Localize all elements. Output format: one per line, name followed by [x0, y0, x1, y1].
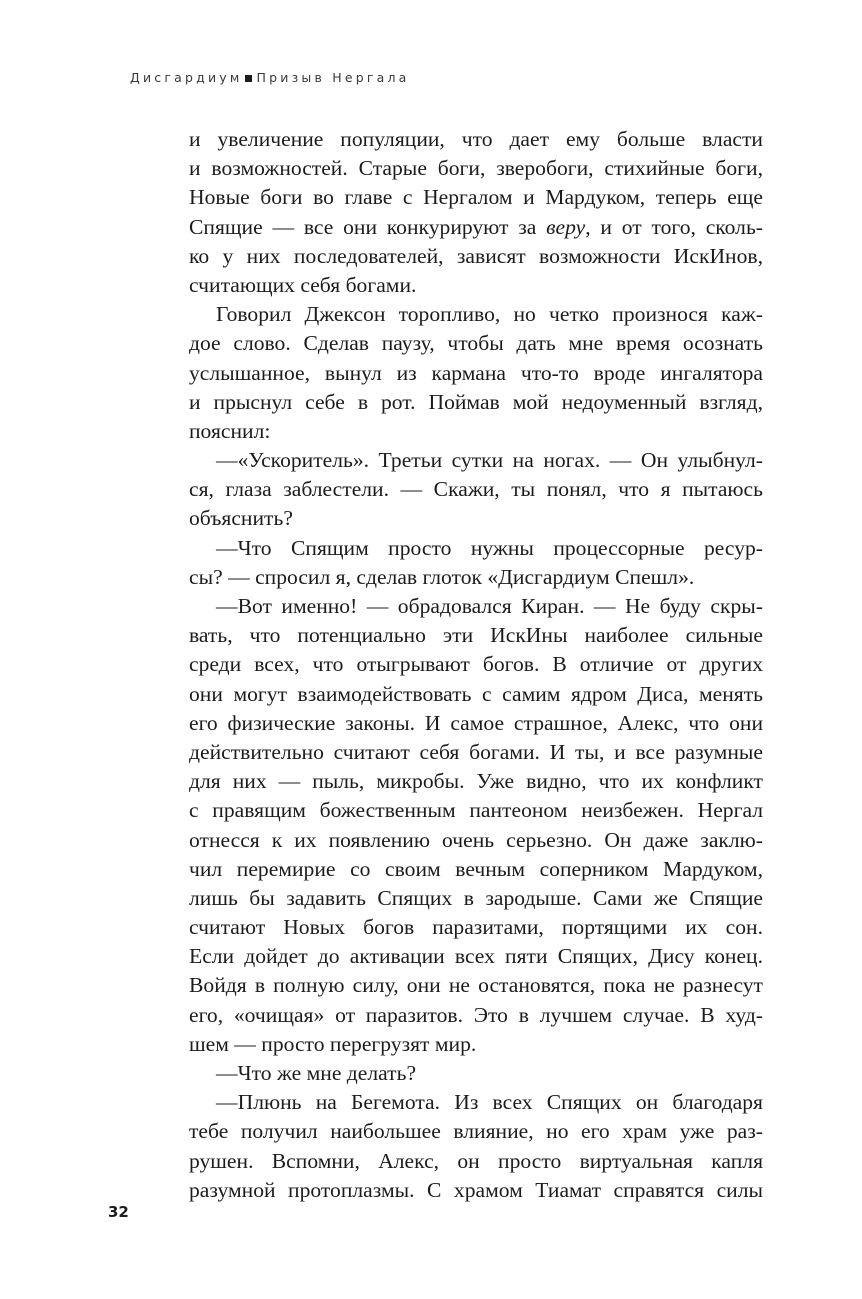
book-title: Дисгардиум	[130, 70, 243, 85]
text-line: разумной протоплазмы. С храмом Тиамат справятся силы	[189, 1177, 763, 1202]
text-line: считающих себя богами.	[189, 272, 417, 297]
text-line: —Вот именно! — обрадовался Киран. — Не буду скры-	[216, 594, 763, 618]
text-line: сы? — спросил я, сделав глоток «Дисгардиум Спешл».	[189, 564, 695, 589]
text-line: Если дойдет до активации всех пяти Спящих, Дису конец.	[189, 944, 763, 969]
text-line: —Плюнь на Бегемота. Из всех Спящих он благодаря	[216, 1090, 763, 1115]
text-line: шем — просто перегрузят мир.	[189, 1031, 477, 1056]
page-number: 32	[108, 1203, 129, 1221]
text-line: услышанное, вынул из кармана что-то вроде ингалятора	[189, 360, 763, 385]
running-head	[130, 70, 410, 85]
text-line: они могут взаимодействовать с самим ядром Диса, менять	[189, 681, 763, 706]
text-line: его, «очищая» от паразитов. Это в лучшем случае. В худ-	[189, 1002, 763, 1027]
text-line: его физические законы. И самое страшное, Алекс, что они	[189, 710, 763, 735]
text-line: лишь бы задавить Спящих в зародыше. Сами же Спящие	[189, 885, 763, 910]
text-line: и прыснул себе в рот. Поймав мой недоуменный взгляд,	[189, 389, 763, 414]
chapter-subtitle: Призыв Нергала	[256, 70, 410, 85]
text-line: и возможностей. Старые боги, зверобоги, стихийные боги,	[189, 156, 763, 181]
text-line: Войдя в полную силу, они не остановятся, пока не разнесут	[189, 973, 763, 998]
text-line: Новые боги во главе с Нергалом и Мардуком, теперь еще	[189, 185, 763, 210]
text-line: вать, что потенциально эти ИскИны наиболее сильные	[189, 623, 763, 648]
text-line: чил перемирие со своим вечным соперником Мардуком,	[189, 856, 763, 881]
text-line: —«Ускоритель». Третьи сутки на ногах. — Он улыбнул-	[216, 448, 763, 473]
text-line: тебе получил наибольшее влияние, но его храм уже раз-	[189, 1119, 763, 1144]
text-line: ко у них последователей, зависят возможности ИскИнов,	[189, 243, 763, 268]
body-text	[189, 125, 763, 1205]
text-line: ся, глаза заблестели. — Скажи, ты понял, что я пытаюсь	[189, 477, 763, 502]
text-line: отнесся к их появлению очень серьезно. Он даже заклю-	[189, 827, 763, 852]
text-line: дое слово. Сделав паузу, чтобы дать мне время осознать	[189, 331, 763, 356]
text-line: считают Новых богов паразитами, портящими их сон.	[189, 915, 763, 940]
text-line: и увеличение популяции, что дает ему больше власти	[189, 127, 763, 151]
text-line: Говорил Джексон торопливо, но четко произнося каж-	[216, 302, 763, 327]
text-line: рушен. Вспомни, Алекс, он просто виртуальная капля	[189, 1148, 763, 1173]
text-line: Спящие — все они конкурируют за веру, и от того, сколь-	[189, 214, 763, 239]
emphasized-word: веру	[546, 214, 586, 239]
header-separator-square	[245, 75, 252, 82]
text-line: —Что же мне делать?	[216, 1061, 417, 1085]
text-line: среди всех, что отыгрывают богов. В отличие от других	[189, 652, 763, 677]
text-line: —Что Спящим просто нужны процессорные ресур-	[216, 535, 763, 560]
text-line: для них — пыль, микробы. Уже видно, что их конфликт	[189, 769, 763, 794]
text-line: действительно считают себя богами. И ты, и все разумные	[189, 739, 763, 764]
text-line: с правящим божественным пантеоном неизбежен. Нергал	[189, 798, 763, 823]
text-line: объяснить?	[189, 506, 293, 531]
text-line: пояснил:	[189, 418, 271, 443]
